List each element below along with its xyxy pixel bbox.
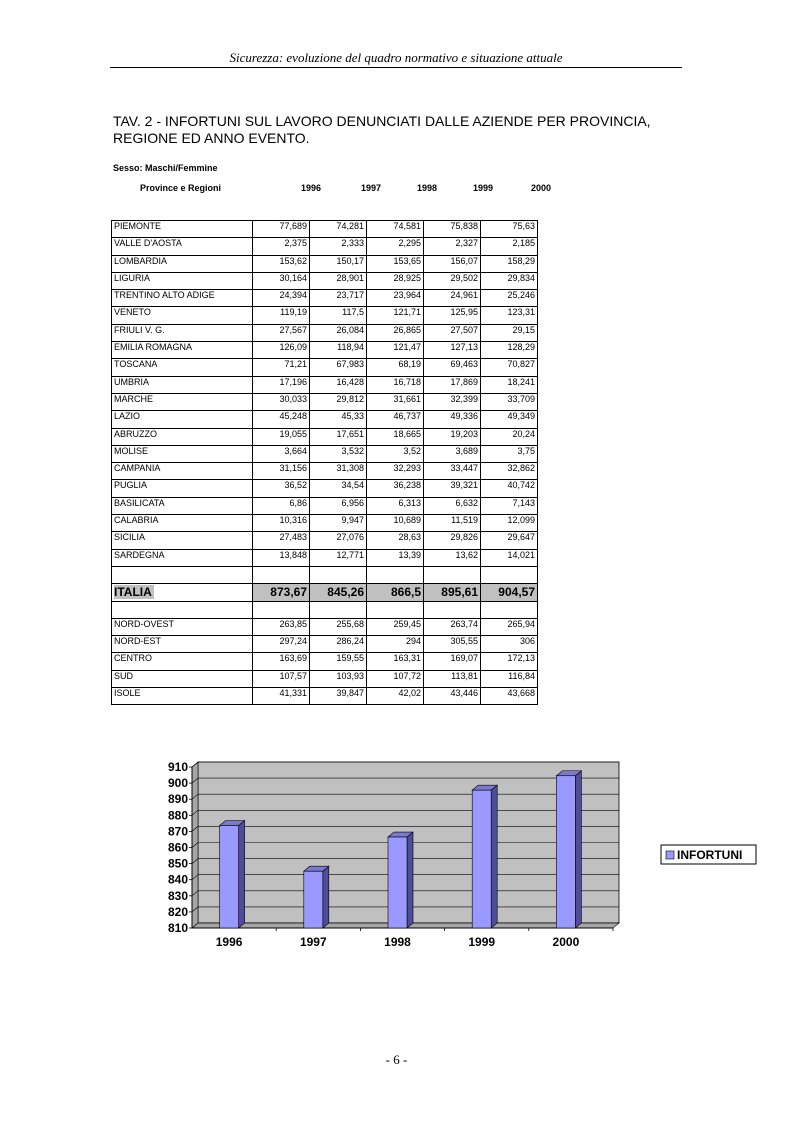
value-cell: 31,156 [253, 463, 310, 480]
empty-cell [253, 601, 310, 618]
value-cell: 2,327 [424, 238, 481, 255]
empty-cell [253, 566, 310, 583]
value-cell: 39,847 [310, 688, 367, 705]
value-cell: 77,689 [253, 221, 310, 238]
region-name-cell: LIGURIA [112, 272, 253, 289]
y-tick-label: 820 [167, 904, 188, 919]
bar [388, 837, 407, 928]
value-cell: 46,737 [367, 411, 424, 428]
region-name-cell: VENETO [112, 307, 253, 324]
value-cell: 904,57 [481, 584, 538, 601]
value-cell: 27,076 [310, 532, 367, 549]
region-name-cell: PIEMONTE [112, 221, 253, 238]
value-cell: 27,567 [253, 324, 310, 341]
value-cell: 29,502 [424, 272, 481, 289]
bar [304, 871, 323, 928]
value-cell: 17,196 [253, 376, 310, 393]
value-cell: 845,26 [310, 584, 367, 601]
value-cell: 26,084 [310, 324, 367, 341]
value-cell: 29,834 [481, 272, 538, 289]
value-cell: 43,446 [424, 688, 481, 705]
value-cell: 159,55 [310, 653, 367, 670]
value-cell: 39,321 [424, 480, 481, 497]
table-row [112, 290, 538, 307]
value-cell: 3,532 [310, 445, 367, 462]
empty-cell [481, 566, 538, 583]
value-cell: 306 [481, 636, 538, 653]
header-year: 1998 [417, 183, 438, 193]
value-cell: 265,94 [481, 618, 538, 635]
value-cell: 18,241 [481, 376, 538, 393]
region-name-cell: SICILIA [112, 532, 253, 549]
header-province: Province e Regioni [140, 183, 222, 193]
table-row [112, 376, 538, 393]
x-tick-label: 1998 [384, 935, 411, 949]
empty-cell [112, 566, 253, 583]
region-name-cell: SUD [112, 670, 253, 687]
value-cell: 26,865 [367, 324, 424, 341]
table-row [112, 428, 538, 445]
value-cell: 18,665 [367, 428, 424, 445]
value-cell: 3,75 [481, 445, 538, 462]
value-cell: 36,52 [253, 480, 310, 497]
table-title: TAV. 2 - INFORTUNI SUL LAVORO DENUNCIATI DALLE AZIENDE PER PROVINCIA, REGIONE ED ANNO EVENTO. [113, 113, 651, 146]
value-cell: 12,099 [481, 515, 538, 532]
region-name-cell: EMILIA ROMAGNA [112, 342, 253, 359]
value-cell: 121,47 [367, 342, 424, 359]
area-row [112, 670, 538, 687]
value-cell: 74,581 [367, 221, 424, 238]
spacer-row [112, 566, 538, 583]
value-cell: 169,07 [424, 653, 481, 670]
value-cell: 107,72 [367, 670, 424, 687]
header-year: 1996 [301, 183, 322, 193]
value-cell: 70,827 [481, 359, 538, 376]
value-cell: 305,55 [424, 636, 481, 653]
region-name-cell: TOSCANA [112, 359, 253, 376]
value-cell: 34,54 [310, 480, 367, 497]
value-cell: 263,74 [424, 618, 481, 635]
table-row [112, 463, 538, 480]
value-cell: 67,983 [310, 359, 367, 376]
spacer-row [112, 601, 538, 618]
value-cell: 125,95 [424, 307, 481, 324]
value-cell: 45,33 [310, 411, 367, 428]
value-cell: 172,13 [481, 653, 538, 670]
region-name-cell: SARDEGNA [112, 549, 253, 566]
table-row [112, 393, 538, 410]
y-tick-label: 840 [167, 872, 188, 887]
empty-cell [310, 601, 367, 618]
value-cell: 33,709 [481, 393, 538, 410]
area-row [112, 618, 538, 635]
value-cell: 6,86 [253, 497, 310, 514]
value-cell: 29,826 [424, 532, 481, 549]
value-cell: 127,13 [424, 342, 481, 359]
value-cell: 3,664 [253, 445, 310, 462]
region-name-cell: PUGLIA [112, 480, 253, 497]
value-cell: 68,19 [367, 359, 424, 376]
value-cell: 259,45 [367, 618, 424, 635]
value-cell: 13,62 [424, 549, 481, 566]
region-name-cell [112, 584, 253, 601]
value-cell: 2,375 [253, 238, 310, 255]
region-name-cell: ABRUZZO [112, 428, 253, 445]
value-cell: 2,185 [481, 238, 538, 255]
empty-cell [424, 566, 481, 583]
value-cell: 32,399 [424, 393, 481, 410]
region-name-cell: CAMPANIA [112, 463, 253, 480]
region-name-cell: CALABRIA [112, 515, 253, 532]
value-cell: 33,447 [424, 463, 481, 480]
value-cell: 123,31 [481, 307, 538, 324]
value-cell: 121,71 [367, 307, 424, 324]
value-cell: 23,964 [367, 290, 424, 307]
value-cell: 866,5 [367, 584, 424, 601]
value-cell: 16,428 [310, 376, 367, 393]
value-cell: 156,07 [424, 255, 481, 272]
table-row [112, 272, 538, 289]
value-cell: 20,24 [481, 428, 538, 445]
value-cell: 19,203 [424, 428, 481, 445]
y-tick-label: 880 [167, 808, 188, 823]
table-row [112, 324, 538, 341]
bar-side [491, 785, 497, 928]
bar-side [323, 866, 329, 928]
value-cell: 75,838 [424, 221, 481, 238]
region-name-cell: MARCHE [112, 393, 253, 410]
value-cell: 32,862 [481, 463, 538, 480]
bar-side [239, 820, 245, 928]
x-tick-label: 1996 [215, 935, 243, 949]
table-row [112, 411, 538, 428]
value-cell: 153,65 [367, 255, 424, 272]
bar-side [407, 832, 413, 928]
table-row [112, 255, 538, 272]
y-tick-label: 830 [167, 888, 188, 903]
value-cell: 113,81 [424, 670, 481, 687]
value-cell: 6,956 [310, 497, 367, 514]
value-cell: 28,63 [367, 532, 424, 549]
value-cell: 74,281 [310, 221, 367, 238]
value-cell: 255,68 [310, 618, 367, 635]
value-cell: 31,661 [367, 393, 424, 410]
empty-cell [367, 601, 424, 618]
table-row [112, 497, 538, 514]
x-tick-label: 1999 [468, 935, 496, 949]
empty-cell [367, 566, 424, 583]
header-year: 1999 [473, 183, 494, 193]
value-cell: 28,901 [310, 272, 367, 289]
region-name-cell: NORD-EST [112, 636, 253, 653]
value-cell: 118,94 [310, 342, 367, 359]
table-row [112, 445, 538, 462]
value-cell: 6,632 [424, 497, 481, 514]
value-cell: 29,647 [481, 532, 538, 549]
value-cell: 17,869 [424, 376, 481, 393]
injuries-table [111, 220, 538, 705]
y-tick-label: 810 [167, 921, 188, 935]
total-row [112, 584, 538, 601]
region-name-cell: CENTRO [112, 653, 253, 670]
value-cell: 25,246 [481, 290, 538, 307]
header-year: 1997 [361, 183, 382, 193]
area-row [112, 688, 538, 705]
value-cell: 6,313 [367, 497, 424, 514]
value-cell: 11,519 [424, 515, 481, 532]
value-cell: 49,349 [481, 411, 538, 428]
x-tick-label: 2000 [552, 935, 580, 949]
value-cell: 2,295 [367, 238, 424, 255]
value-cell: 873,67 [253, 584, 310, 601]
region-name-cell: VALLE D'AOSTA [112, 238, 253, 255]
legend-swatch [666, 851, 674, 859]
region-name-cell: UMBRIA [112, 376, 253, 393]
value-cell: 107,57 [253, 670, 310, 687]
bar [472, 790, 491, 928]
legend-label: INFORTUNI [677, 848, 743, 862]
y-tick-label: 890 [167, 792, 188, 807]
region-name-cell: MOLISE [112, 445, 253, 462]
value-cell: 13,848 [253, 549, 310, 566]
value-cell: 163,31 [367, 653, 424, 670]
x-tick-label: 1997 [299, 935, 327, 949]
y-tick-label: 850 [167, 856, 188, 871]
empty-cell [310, 566, 367, 583]
value-cell: 128,29 [481, 342, 538, 359]
value-cell: 49,336 [424, 411, 481, 428]
region-name-cell: ISOLE [112, 688, 253, 705]
sex-subtitle: Sesso: Maschi/Femmine [113, 163, 218, 173]
header-year: 2000 [531, 183, 552, 193]
bar-side [575, 771, 581, 928]
injuries-chart [150, 755, 770, 965]
value-cell: 31,308 [310, 463, 367, 480]
table-row [112, 532, 538, 549]
region-name-cell: BASILICATA [112, 497, 253, 514]
table-row [112, 238, 538, 255]
value-cell: 23,717 [310, 290, 367, 307]
y-tick-label: 860 [167, 840, 188, 855]
value-cell: 297,24 [253, 636, 310, 653]
value-cell: 286,24 [310, 636, 367, 653]
empty-cell [481, 601, 538, 618]
value-cell: 24,394 [253, 290, 310, 307]
value-cell: 45,248 [253, 411, 310, 428]
value-cell: 150,17 [310, 255, 367, 272]
table-row [112, 359, 538, 376]
y-tick-label: 870 [167, 824, 188, 839]
value-cell: 7,143 [481, 497, 538, 514]
value-cell: 14,021 [481, 549, 538, 566]
value-cell: 3,52 [367, 445, 424, 462]
running-header: Sicurezza: evoluzione del quadro normativo e situazione attuale [229, 50, 563, 65]
value-cell: 43,668 [481, 688, 538, 705]
value-cell: 3,689 [424, 445, 481, 462]
value-cell: 119,19 [253, 307, 310, 324]
value-cell: 71,21 [253, 359, 310, 376]
value-cell: 163,69 [253, 653, 310, 670]
value-cell: 294 [367, 636, 424, 653]
value-cell: 17,651 [310, 428, 367, 445]
value-cell: 27,483 [253, 532, 310, 549]
table-row [112, 221, 538, 238]
value-cell: 42,02 [367, 688, 424, 705]
y-tick-label: 910 [167, 760, 188, 774]
empty-cell [424, 601, 481, 618]
region-name-cell: FRIULI V. G. [112, 324, 253, 341]
value-cell: 28,925 [367, 272, 424, 289]
area-row [112, 636, 538, 653]
table-row [112, 549, 538, 566]
value-cell: 69,463 [424, 359, 481, 376]
region-name-cell: LOMBARDIA [112, 255, 253, 272]
y-tick-label: 900 [167, 776, 188, 791]
page-number: - 6 - [385, 1052, 408, 1067]
region-name-cell: NORD-OVEST [112, 618, 253, 635]
value-cell: 13,39 [367, 549, 424, 566]
total-label: ITALIA [114, 585, 152, 600]
value-cell: 10,689 [367, 515, 424, 532]
value-cell: 158,29 [481, 255, 538, 272]
value-cell: 895,61 [424, 584, 481, 601]
value-cell: 36,238 [367, 480, 424, 497]
value-cell: 40,742 [481, 480, 538, 497]
value-cell: 10,316 [253, 515, 310, 532]
value-cell: 116,84 [481, 670, 538, 687]
table-row [112, 515, 538, 532]
value-cell: 153,62 [253, 255, 310, 272]
value-cell: 126,09 [253, 342, 310, 359]
bar [220, 825, 239, 928]
value-cell: 75,63 [481, 221, 538, 238]
value-cell: 263,85 [253, 618, 310, 635]
value-cell: 41,331 [253, 688, 310, 705]
value-cell: 29,15 [481, 324, 538, 341]
value-cell: 16,718 [367, 376, 424, 393]
region-name-cell: LAZIO [112, 411, 253, 428]
empty-cell [112, 601, 253, 618]
value-cell: 12,771 [310, 549, 367, 566]
table-row [112, 480, 538, 497]
region-name-cell: TRENTINO ALTO ADIGE [112, 290, 253, 307]
value-cell: 29,812 [310, 393, 367, 410]
value-cell: 30,164 [253, 272, 310, 289]
table-row [112, 342, 538, 359]
value-cell: 32,293 [367, 463, 424, 480]
header-rule [110, 67, 682, 68]
value-cell: 2,333 [310, 238, 367, 255]
bar [556, 776, 575, 928]
value-cell: 117,5 [310, 307, 367, 324]
table-row [112, 307, 538, 324]
value-cell: 103,93 [310, 670, 367, 687]
value-cell: 30,033 [253, 393, 310, 410]
value-cell: 27,507 [424, 324, 481, 341]
value-cell: 24,961 [424, 290, 481, 307]
area-row [112, 653, 538, 670]
value-cell: 19,055 [253, 428, 310, 445]
value-cell: 9,947 [310, 515, 367, 532]
